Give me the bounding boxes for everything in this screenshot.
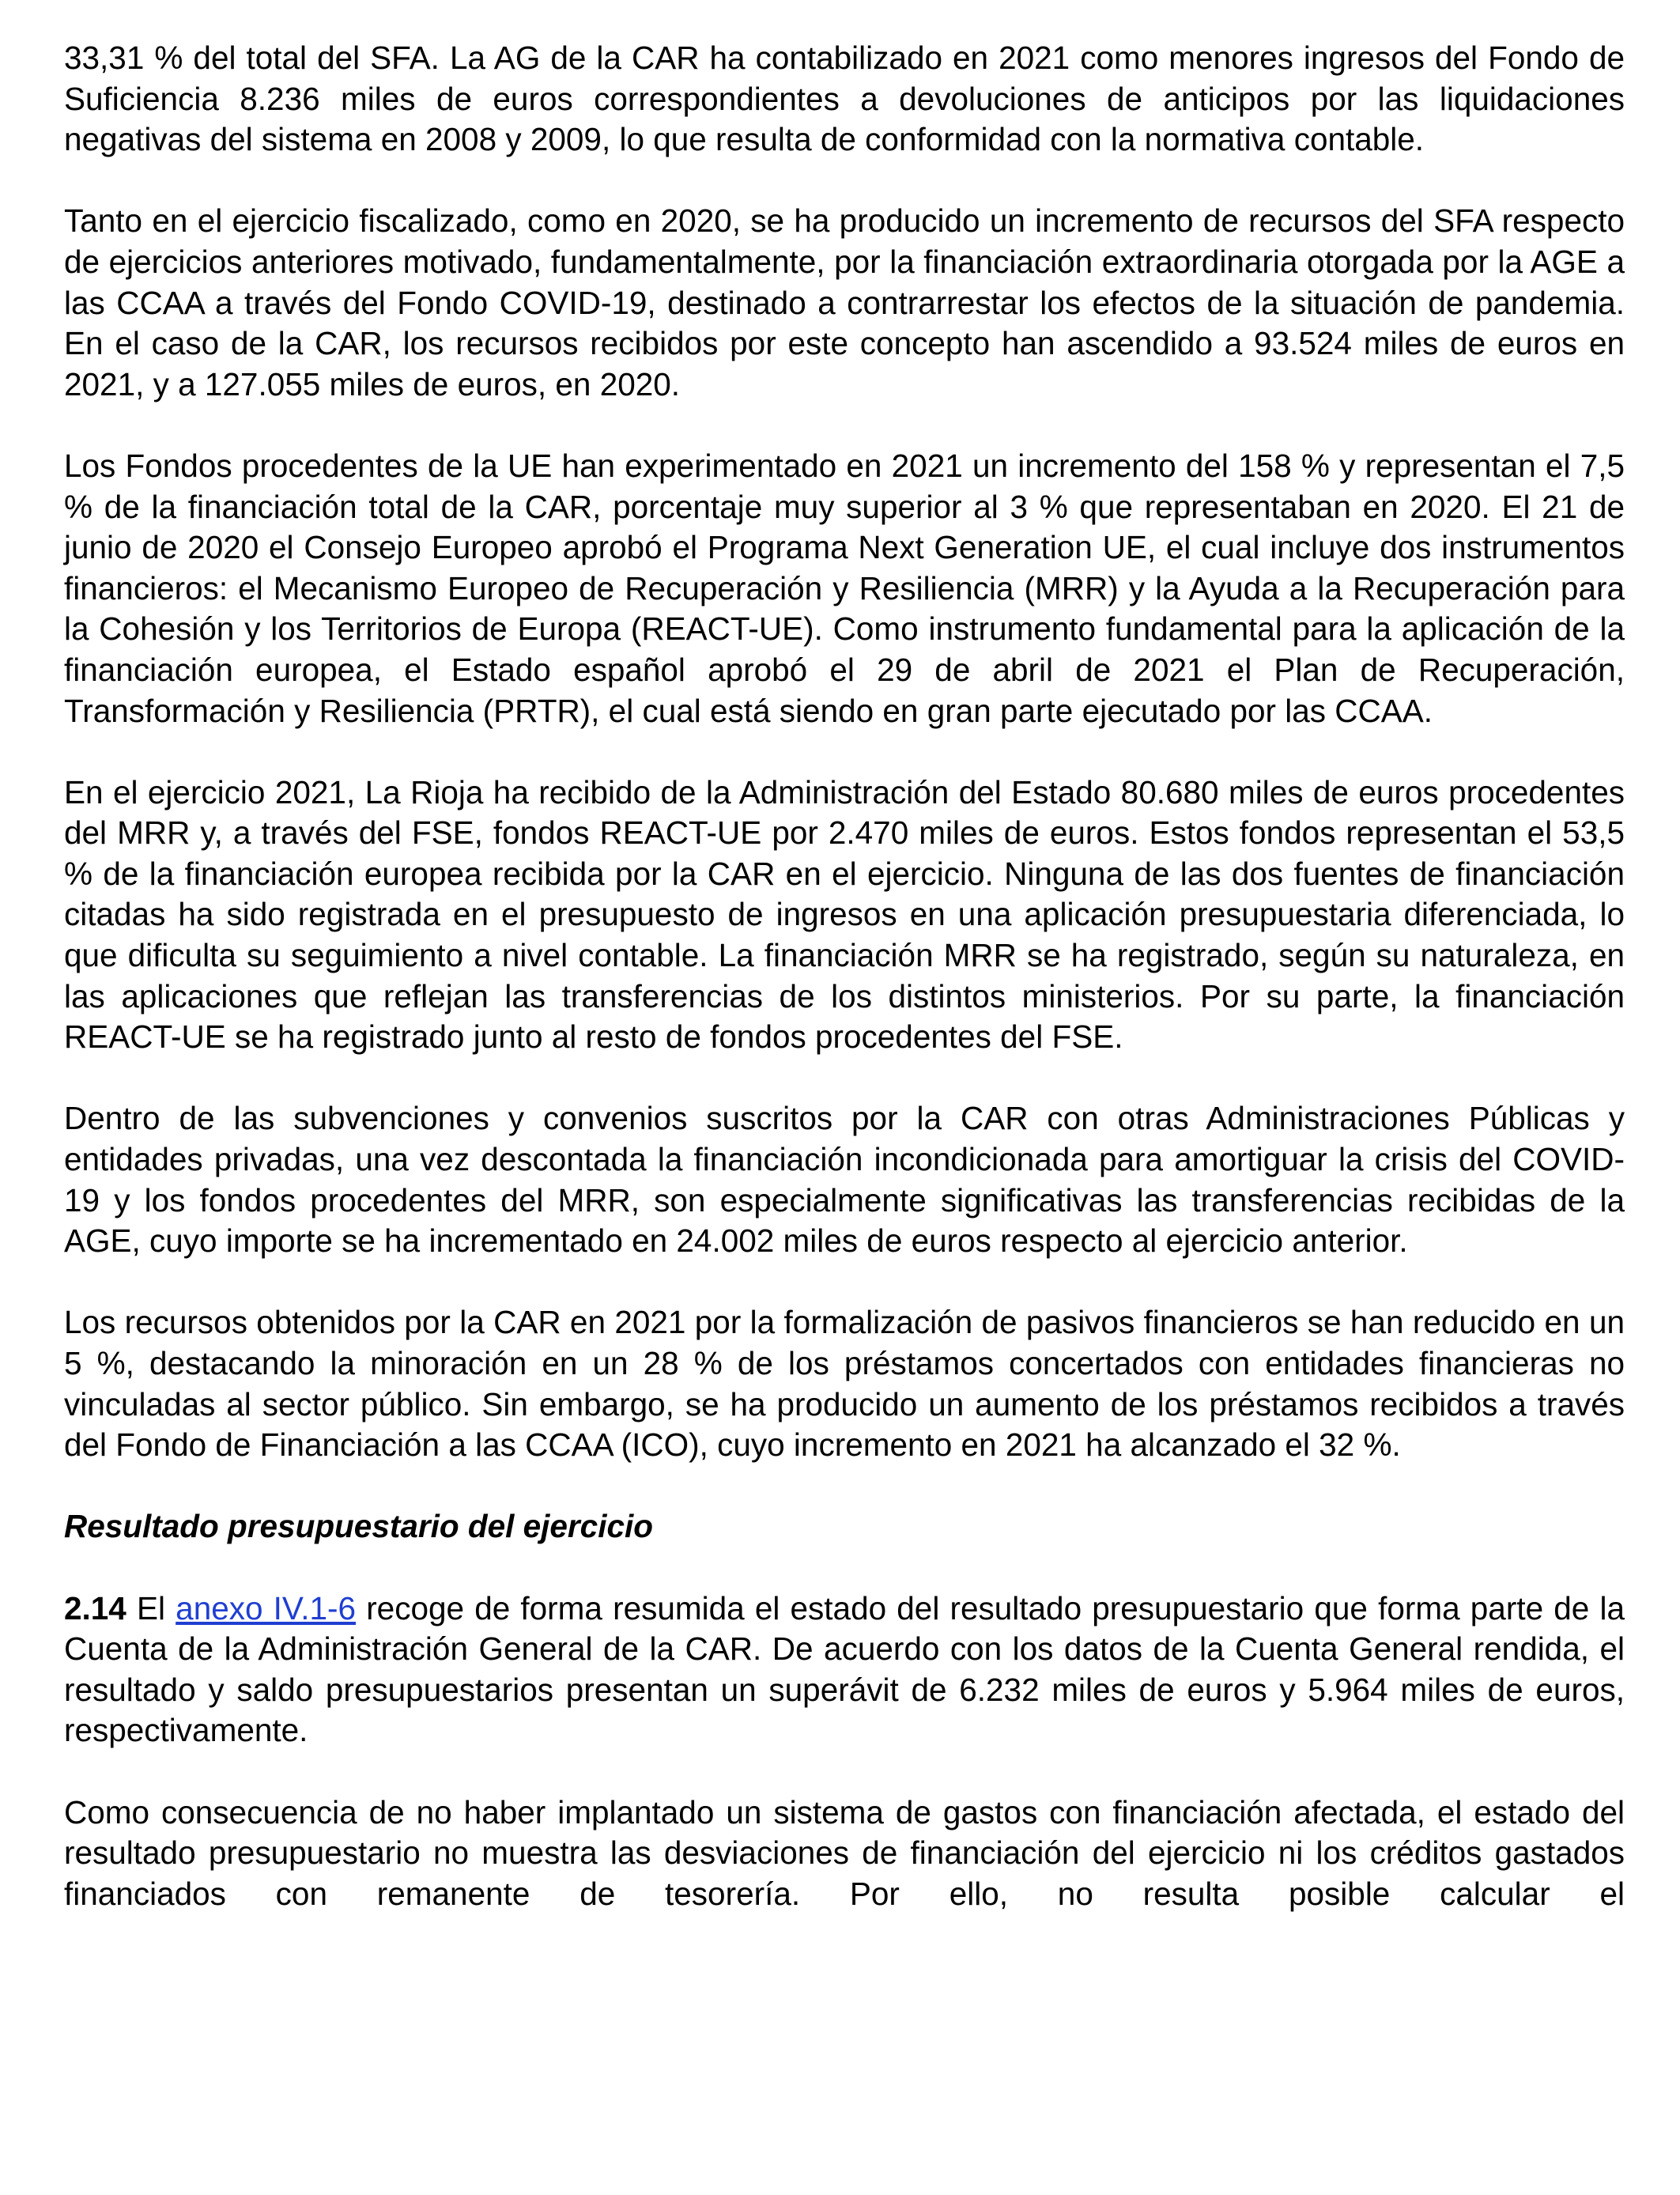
paragraph-fondos-ue: Los Fondos procedentes de la UE han experimentado en 2021 un incremento del 158 % y representan el 7,5 % de la financiación total de la CAR, porcentaje muy superior al 3 % que representaban en 2020. El 21 de junio de 2020 el Consejo Europeo aprobó el Programa Next Generation UE, el cual incluye dos instrumentos financieros: el Mecanismo Europeo de Recuperación y Resiliencia (MRR) y la Ayuda a la Recuperación para la Cohesión y los Territorios de Europa (REACT-UE). Como instrumento fundamental para la aplicación de la financiación europea, el Estado español aprobó el 29 de abril de 2021 el Plan de Recuperación, Transformación y Resiliencia (PRTR), el cual está siendo en gran parte ejecutado por las CCAA. [64, 447, 1625, 729]
paragraph-2-14 [64, 1589, 1625, 1751]
section-heading: Resultado presupuestario del ejercicio [64, 1508, 653, 1545]
paragraph-pasivos-financieros: Los recursos obtenidos por la CAR en 2021 por la formalización de pasivos financieros se han reducido en un 5 %, destacando la minoración en un 28 % de los préstamos concertados con entidades financieras no vinculadas al sector público. Sin embargo, se ha producido un aumento de los préstamos recibidos a través del Fondo de Financiación a las CCAA (ICO), cuyo incremento en 2021 ha alcanzado el 32 %. [64, 1304, 1625, 1464]
paragraph-mrr-react: En el ejercicio 2021, La Rioja ha recibido de la Administración del Estado 80.680 miles de euros procedentes del MRR y, a través del FSE, fondos REACT-UE por 2.470 miles de euros. Estos fondos representan el 53,5 % de la financiación europea recibida por la CAR en el ejercicio. Ninguna de las dos fuentes de financiación citadas ha sido registrada en el presupuesto de ingresos en una aplicación presupuestaria diferenciada, lo que dificulta su seguimiento a nivel contable. La financiación MRR se ha registrado, según su naturaleza, en las aplicaciones que reflejan las transferencias de los distintos ministerios. Por su parte, la financiación REACT-UE se ha registrado junto al resto de fondos procedentes del FSE. [64, 773, 1625, 1056]
paragraph-subvenciones: Dentro de las subvenciones y convenios suscritos por la CAR con otras Administraciones Públicas y entidades privadas, una vez descontada la financiación incondicionada para amortiguar la crisis del COVID-19 y los fondos procedentes del MRR, son especialmente significativas las transferencias recibidas de la AGE, cuyo importe se ha incrementado en 24.002 miles de euros respecto al ejercicio anterior. [64, 1100, 1625, 1260]
annex-link[interactable]: anexo IV.1-6 [176, 1589, 357, 1626]
paragraph-fondo-covid: Tanto en el ejercicio fiscalizado, como en 2020, se ha producido un incremento de recursos del SFA respecto de ejercicios anteriores motivado, fundamentalmente, por la financiación extraordinaria otorgada por la AGE a las CCAA a través del Fondo COVID-19, destinado a contrarrestar los efectos de la situación de pandemia. En el caso de la CAR, los recursos recibidos por este concepto han ascendido a 93.524 miles de euros en 2021, y a 127.055 miles de euros, en 2020. [64, 202, 1625, 402]
paragraph-financiacion-afectada: Como consecuencia de no haber implantado un sistema de gastos con financiación afectada, el estado del resultado presupuestario no muestra las desviaciones de financiación del ejercicio ni los créditos gastados financiados con remanente de tesorería. Por ello, no resulta posible calcular el [64, 1793, 1625, 1912]
paragraph-body: recoge de forma resumida el estado del resultado presupuestario que forma parte de la Cuenta de la Administración General de la CAR. De acuerdo con los datos de la Cuenta General rendida, el resultado y saldo presupuestarios presentan un superávit de 6.232 miles de euros y 5.964 miles de euros, respectivamente. [64, 1589, 1625, 1749]
paragraph-sfa-fondo-suficiencia: 33,31 % del total del SFA. La AG de la CAR ha contabilizado en 2021 como menores ingresos del Fondo de Suficiencia 8.236 miles de euros correspondientes a devoluciones de anticipos por las liquidaciones negativas del sistema en 2008 y 2009, lo que resulta de conformidad con la normativa contable. [64, 40, 1625, 158]
paragraph-lead: El [126, 1589, 176, 1626]
paragraph-number: 2.14 [64, 1589, 126, 1626]
document-page [64, 38, 1625, 1955]
